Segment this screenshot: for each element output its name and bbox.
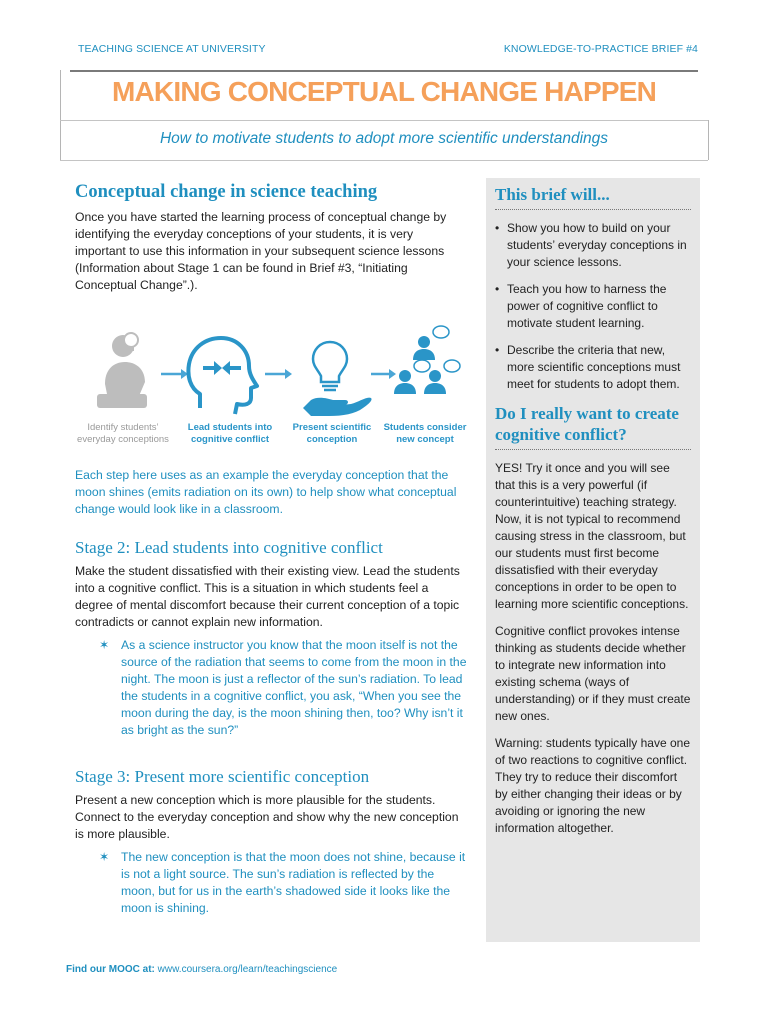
footer-label: Find our MOOC at: bbox=[66, 964, 155, 975]
step-1-label-line1: Identify students’ bbox=[87, 422, 159, 433]
stage-3-example bbox=[99, 849, 467, 917]
page-subtitle: How to motivate students to adopt more scientific understandings bbox=[159, 130, 609, 147]
step-3-label-line1: Present scientific bbox=[292, 422, 372, 433]
arrow-right-icon bbox=[265, 369, 292, 379]
stage-2-example bbox=[99, 637, 467, 739]
dotted-divider bbox=[495, 449, 691, 450]
title-top-rule bbox=[70, 70, 698, 72]
step-4-label-line2: new concept bbox=[396, 434, 454, 445]
main-column bbox=[75, 182, 467, 917]
arrow-right-icon bbox=[371, 369, 396, 379]
arrow-right-icon bbox=[161, 369, 188, 379]
bullet-dot-icon: • bbox=[495, 221, 500, 235]
sidebar-panel bbox=[486, 178, 700, 942]
hand-lightbulb-icon bbox=[303, 342, 372, 416]
bullet-dot-icon: • bbox=[495, 282, 500, 296]
head-conflict-icon bbox=[188, 338, 257, 414]
section-intro-text: Once you have started the learning process of conceptual change by identifying the everyday conceptions of your students, it is very important to use this information in your subsequent science lessons (Information about Stage 1 can be found in Brief #3, “Initiating Conceptual Change”.). bbox=[75, 210, 447, 292]
star-bullet-icon: ✶ bbox=[99, 638, 110, 652]
sidebar-heading-this-brief: This brief will... bbox=[495, 185, 610, 204]
process-diagram bbox=[75, 324, 467, 480]
list-item: • Describe the criteria that new, more scientific conceptions must meet for students to adopt them. bbox=[495, 343, 681, 391]
sidebar-paragraph-3: Warning: students typically have one of two reactions to cognitive conflict. They try to reduce their discomfort by either changing their ideas or by avoiding or ignoring the new information altogether. bbox=[495, 736, 690, 835]
stage-3-heading: Stage 3: Present more scientific conception bbox=[75, 767, 370, 786]
sidebar-paragraph-2: Cognitive conflict provokes intense thinking as students decide whether to integrate new information into existing schema (ways of understanding) or if they must create new ones. bbox=[495, 624, 691, 723]
sidebar-heading-cognitive-conflict: Do I really want to create cognitive conflict? bbox=[495, 404, 679, 444]
stage-2-text: Make the student dissatisfied with their existing view. Lead the students into a cognitive conflict. This is a situation in which students feel a degree of mental discomfort because their current conception of a topic contradicts or cannot explain new information. bbox=[75, 564, 460, 629]
gray-head-icon bbox=[97, 335, 147, 408]
step-2-label-line2: cognitive conflict bbox=[190, 434, 270, 445]
section-heading-conceptual-change: Conceptual change in science teaching bbox=[75, 182, 378, 202]
mooc-link[interactable]: www.coursera.org/learn/teachingscience bbox=[157, 964, 338, 975]
list-item: • Show you how to build on your students’ everyday conceptions in your science lessons. bbox=[495, 221, 687, 269]
stage-3-example-text: The new conception is that the moon does not shine, because it is not a light source. The sun’s radiation is reflected by the moon, but for us in the earth’s shadowed side it looks like the moon is shining. bbox=[121, 850, 466, 915]
step-4-label-line1: Students consider bbox=[383, 422, 467, 433]
stage-2-example-text: As a science instructor you know that the moon itself is not the source of the radiation that seems to come from the moon in the night. The moon is just a reflector of the sun’s radiation. To lead the students in a cognitive conflict, you ask, “When you see the moon during the day, is the moon shining then, too? Why isn’t it as bright as the sun?” bbox=[121, 638, 467, 737]
process-diagram-graphic bbox=[75, 324, 467, 480]
page-title: MAKING CONCEPTUAL CHANGE HAPPEN bbox=[111, 76, 657, 107]
list-item: • Teach you how to harness the power of cognitive conflict to motivate student learning. bbox=[495, 282, 667, 330]
series-name: TEACHING SCIENCE AT UNIVERSITY bbox=[78, 43, 266, 55]
brief-number: KNOWLEDGE-TO-PRACTICE BRIEF #4 bbox=[503, 43, 698, 55]
dotted-divider bbox=[495, 209, 691, 210]
step-3-label-line2: conception bbox=[306, 434, 358, 445]
star-bullet-icon: ✶ bbox=[99, 850, 110, 864]
stage-3-text: Present a new conception which is more plausible for the students. Connect to the everyday conception and show why the new conception is more plausible. bbox=[75, 793, 459, 841]
top-bar bbox=[78, 43, 698, 55]
sidebar-list bbox=[495, 220, 691, 393]
step-1-label-line2: everyday conceptions bbox=[77, 434, 169, 445]
subtitle-divider bbox=[60, 160, 708, 161]
students-thinking-icon bbox=[394, 326, 460, 394]
bullet-dot-icon: • bbox=[495, 343, 500, 357]
example-note: Each step here uses as an example the everyday conception that the moon shines (emits radiation on its own) to help show what conceptual change would look like in a classroom. bbox=[75, 468, 457, 516]
step-2-label-line1: Lead students into bbox=[187, 422, 273, 433]
title-divider bbox=[60, 120, 708, 121]
sidebar-paragraph-1: YES! Try it once and you will see that this is a very powerful (if counterintuitive) teaching strategy. Now, it is not typical to recommend causing stress in the classroom, but our students must first become dissatisfied with their everyday conceptions in order to be open to learning more scientific conceptions. bbox=[495, 461, 689, 611]
footer bbox=[66, 964, 337, 975]
stage-2-heading: Stage 2: Lead students into cognitive conflict bbox=[75, 538, 383, 557]
